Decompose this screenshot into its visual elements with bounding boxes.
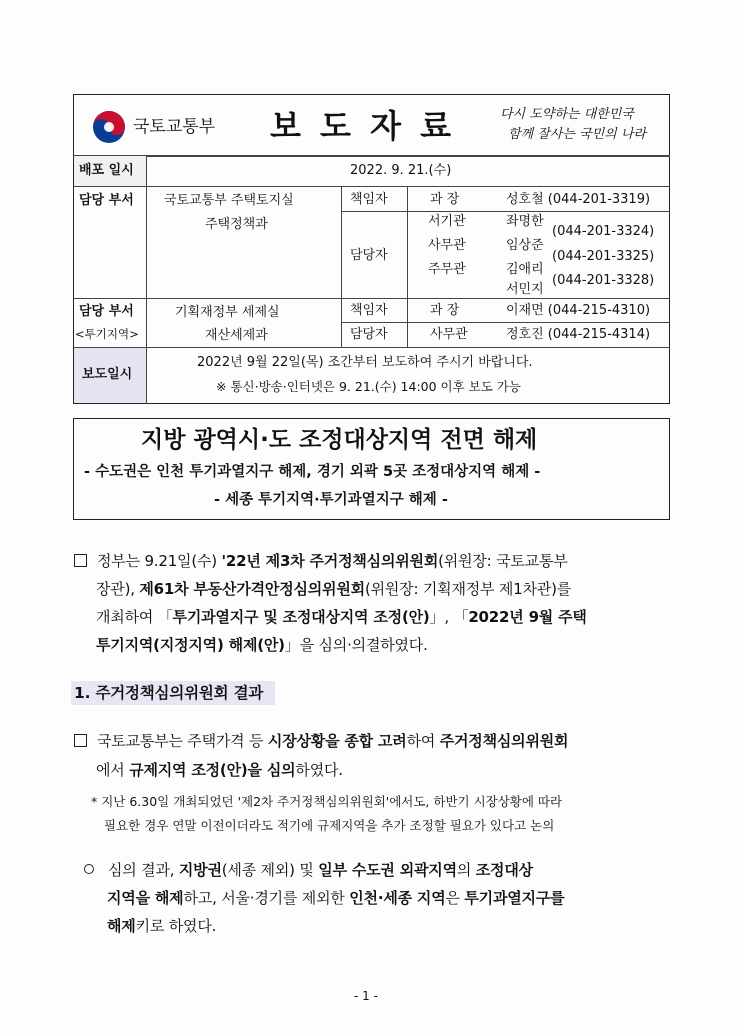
para1-line3 — [96, 603, 587, 631]
para1-line1 — [74, 547, 568, 575]
para2-line1 — [74, 727, 568, 755]
text-run: (위원장: 기획재정부 제1차관)를 — [364, 580, 572, 598]
dept2-label: 담당 부서 — [79, 304, 134, 319]
headline-sub1: - 수도권은 인천 투기과열지구 해제, 경기 외곽 5곳 조정대상지역 해제 - — [84, 464, 541, 480]
dept1-lead-title: 과 장 — [430, 192, 460, 207]
text-run: 」을 심의·의결하였다. — [284, 636, 428, 654]
para3-line2 — [107, 884, 564, 912]
text-run: (세종 제외) 및 — [221, 861, 319, 879]
note-line2: 필요한 경우 연말 이전이더라도 적기에 규제지역을 추가 조정할 필요가 있다고 논의 — [104, 818, 555, 833]
dept2-lead-role: 책임자 — [350, 303, 388, 318]
text-run: 은 — [445, 889, 465, 907]
text-run-bold: 2022년 9월 주택 — [468, 608, 587, 626]
slogan-line-1: 다시 도약하는 대한민국 — [500, 107, 634, 122]
text-run-bold: 인천·세종 지역 — [349, 889, 446, 907]
embargo-line1: 2022년 9월 22일(목) 조간부터 보도하여 주시기 바랍니다. — [197, 355, 533, 370]
checkbox-square-icon — [74, 554, 87, 567]
staff-name: 좌명한 — [506, 214, 544, 229]
para3-line1 — [84, 856, 533, 884]
text-run: 의 — [456, 861, 476, 879]
staff-name: 김애리 — [506, 262, 544, 277]
note-line1: * 지난 6.30일 개최되었던 '제2차 주거정책심의위원회'에서도, 하반기 시장상황에 따라 — [91, 794, 563, 809]
text-run-bold: 투기과열지구를 — [464, 889, 565, 907]
text-run-bold: 주거정책심의위원회 — [439, 732, 569, 750]
text-run-bold: 해제 — [107, 917, 136, 935]
para1-line4 — [96, 631, 428, 659]
text-run: 국토교통부는 주택가격 등 — [97, 732, 268, 750]
text-run-bold: 투기지역(지정지역) 해제(안) — [96, 636, 285, 654]
staff-phone: (044-201-3324) — [552, 224, 655, 239]
ministry-logo-icon — [92, 110, 126, 144]
table-divider — [73, 186, 670, 187]
section1-heading: 1. 주거정책심의위원회 결과 — [74, 684, 264, 702]
table-divider — [146, 155, 147, 404]
table-divider — [407, 186, 408, 347]
ministry-name: 국토교통부 — [133, 117, 216, 137]
table-divider — [73, 155, 670, 157]
dept1-staff-role: 담당자 — [350, 248, 388, 263]
table-divider — [73, 347, 670, 348]
text-run-bold: 지역을 해제 — [107, 889, 184, 907]
staff-phone: (044-201-3328) — [552, 273, 655, 288]
dept2-staff-contact: 정호진 (044-215-4314) — [506, 327, 651, 342]
slogan-line-2: 함께 잘사는 국민의 나라 — [508, 127, 646, 142]
checkbox-square-icon — [74, 734, 87, 747]
text-run-bold: 규제지역 조정(안)을 심의 — [129, 761, 296, 779]
dept2-staff-role: 담당자 — [350, 327, 388, 342]
text-run: 」, 「 — [429, 608, 469, 626]
dept1-lead-contact: 성호철 (044-201-3319) — [506, 192, 651, 207]
staff-title: 주무관 — [428, 262, 466, 277]
press-release-title: 보 도 자 료 — [270, 107, 456, 145]
dept2-staff-title: 사무관 — [430, 327, 468, 342]
table-divider — [341, 211, 670, 212]
text-run-bold: 투기과열지구 및 조정대상지역 조정(안) — [172, 608, 430, 626]
text-run: 심의 결과, — [108, 861, 179, 879]
text-run-bold: 일부 수도권 외곽지역 — [318, 861, 457, 879]
bullet-circle-icon — [84, 864, 94, 874]
embargo-line2: ※ 통신·방송·인터넷은 9. 21.(수) 14:00 이후 보도 가능 — [216, 379, 521, 394]
text-run-bold: 시장상황을 종합 고려 — [267, 732, 407, 750]
dept1-lead-role: 책임자 — [350, 192, 388, 207]
text-run-bold: '22년 제3차 주거정책심의위원회 — [221, 552, 439, 570]
table-divider — [341, 322, 670, 323]
text-run: 키로 하였다. — [135, 917, 217, 935]
dept2-name-line1: 기획재정부 세제실 — [175, 305, 280, 320]
text-run-bold: 지방권 — [178, 861, 222, 879]
dept2-name-line2: 재산세제과 — [205, 328, 268, 343]
staff-phone: (044-201-3325) — [552, 249, 655, 264]
text-run: (위원장: 국토교통부 — [438, 552, 568, 570]
dept1-label: 담당 부서 — [79, 193, 134, 208]
table-divider — [341, 186, 342, 347]
dept2-lead-title: 과 장 — [430, 303, 460, 318]
text-run: 개최하여 「 — [96, 608, 173, 626]
page-number: - 1 - — [354, 989, 378, 1003]
staff-name: 서민지 — [506, 282, 544, 297]
text-run: 하고, 서울·경기를 제외한 — [183, 889, 350, 907]
dept2-lead-contact: 이재면 (044-215-4310) — [506, 303, 651, 318]
text-run: 하여 — [406, 732, 440, 750]
staff-name: 임상준 — [506, 238, 544, 253]
headline-title: 지방 광역시·도 조정대상지역 전면 해제 — [141, 427, 538, 453]
para1-line2 — [96, 575, 571, 603]
release-date: 2022. 9. 21.(수) — [350, 163, 452, 178]
embargo-label: 보도일시 — [82, 367, 133, 382]
text-run: 하였다. — [295, 761, 343, 779]
headline-sub2: - 세종 투기지역·투기과열지구 해제 - — [214, 492, 448, 508]
para3-line3 — [107, 912, 216, 940]
text-run: 장관), — [96, 580, 140, 598]
table-divider — [73, 298, 670, 299]
text-run: 에서 — [96, 761, 130, 779]
staff-title: 서기관 — [428, 214, 466, 229]
text-run-bold: 제61차 부동산가격안정심의위원회 — [139, 580, 365, 598]
text-run: 정부는 9.21일(수) — [97, 552, 222, 570]
dept2-sublabel: <투기지역> — [75, 327, 139, 341]
dept1-name-line1: 국토교통부 주택토지실 — [164, 193, 294, 208]
release-label: 배포 일시 — [79, 163, 134, 178]
text-run-bold: 조정대상 — [475, 861, 533, 879]
staff-title: 사무관 — [428, 238, 466, 253]
para2-line2 — [96, 756, 343, 784]
dept1-name-line2: 주택정책과 — [205, 217, 268, 232]
